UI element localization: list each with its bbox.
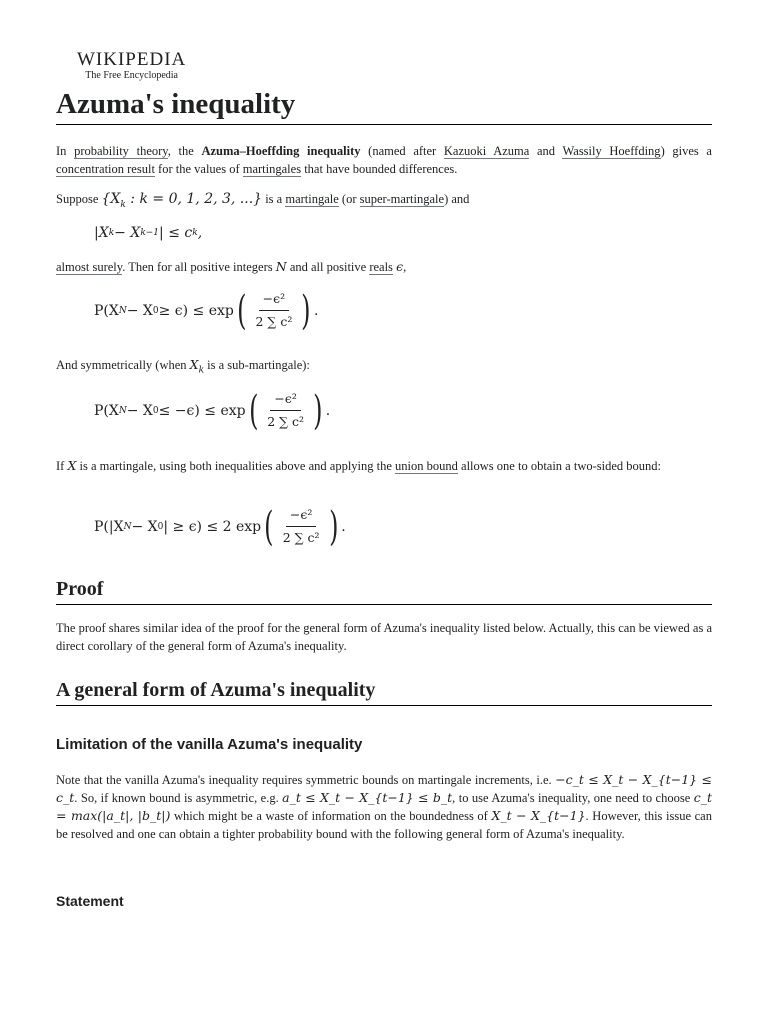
- link-martingale[interactable]: martingale: [285, 192, 339, 206]
- wikipedia-logo[interactable]: [77, 50, 186, 82]
- limitation-section: [56, 735, 712, 843]
- statement-section: [56, 891, 712, 911]
- link-super-martingale[interactable]: super-martingale: [359, 192, 445, 206]
- link-union-bound[interactable]: union bound: [395, 459, 458, 473]
- equation-bounded-differences: |X k − X k−1 | ≤ c k ,: [94, 225, 203, 241]
- general-form-section: [56, 677, 712, 706]
- two-sided-paragraph: If X is a martingale, using both inequalities above and applying the union bound allows one to obtain a two-sided bound:: [56, 458, 662, 473]
- link-reals[interactable]: reals: [369, 260, 393, 274]
- limitation-text: Note that the vanilla Azuma's inequality requires symmetric bounds on martingale increments, i.e. −c_t ≤ X_t − X_{t−1} ≤ c_t. So, if known bound is asymmetric, e.g. a_t ≤ X_t − X_{t−1} ≤ b_t, to use Azuma's inequality, one need to choose c_t = max(|a_t|, |b_t|) which might be a waste of information on the boundedness of X_t − X_{t−1}. However, this issue can be resolved and one can obtain a tighter probability bound with the following general form of Azuma's inequality.: [56, 772, 712, 841]
- logo-tagline: The Free Encyclopedia: [85, 70, 178, 81]
- almost-surely-paragraph: almost surely. Then for all positive integers N and all positive reals ϵ,: [56, 259, 407, 274]
- link-wassily-hoeffding[interactable]: Wassily Hoeffding: [562, 144, 661, 158]
- link-kazuoki-azuma[interactable]: Kazuoki Azuma: [443, 144, 530, 158]
- proof-text: The proof shares similar idea of the proof for the general form of Azuma's inequality listed below. Actually, this can be viewed as a direct corollary of the general form of Azuma's inequality.: [56, 621, 712, 653]
- heading-limitation: Limitation of the vanilla Azuma's inequality: [56, 736, 363, 753]
- heading-proof: Proof: [56, 576, 712, 605]
- heading-statement: Statement: [56, 893, 124, 909]
- link-martingales[interactable]: martingales: [242, 162, 302, 176]
- heading-general-form: A general form of Azuma's inequality: [56, 677, 712, 706]
- equation-upper-tail: P(X N − X 0 ≥ ϵ) ≤ exp ( $\frac{\text{−ϵ²}}{\text{2 ∑ c²}}$ ) .: [94, 287, 319, 334]
- intro-paragraph: In probability theory, the Azuma–Hoeffding inequality (named after Kazuoki Azuma and Wassily Hoeffding) gives a concentration result for the values of martingales that have bounded differences.: [56, 144, 712, 176]
- link-probability-theory[interactable]: probability theory: [74, 144, 168, 158]
- math-sequence: {$X_k$ : k = 0, 1, 2, 3, ...}: [101, 191, 263, 210]
- link-almost-surely[interactable]: almost surely: [56, 260, 123, 274]
- term-azuma-hoeffding: Azuma–Hoeffding inequality: [201, 144, 361, 158]
- suppose-paragraph: Suppose {$X_k$ : k = 0, 1, 2, 3, ...} is a martingale (or super-martingale) and: [56, 191, 470, 210]
- symmetric-paragraph: And symmetrically (when $X_k$ is a sub-martingale):: [56, 357, 310, 376]
- article-page: [56, 0, 712, 909]
- page-title: Azuma's inequality: [56, 86, 712, 125]
- equation-lower-tail: P(X N − X 0 ≤ −ϵ) ≤ exp ( $\frac{\text{−ϵ²}}{\text{2 ∑ c²}}$ ) .: [94, 387, 331, 434]
- proof-section: [56, 576, 712, 655]
- logo-wordmark: WIKIPEDIA: [77, 49, 187, 70]
- equation-two-sided: P(|X N − X 0 | ≥ ϵ) ≤ 2 exp ( $\frac{\text{−ϵ²}}{\text{2 ∑ c²}}$ ) .: [94, 503, 346, 550]
- link-concentration-result[interactable]: concentration result: [56, 162, 155, 176]
